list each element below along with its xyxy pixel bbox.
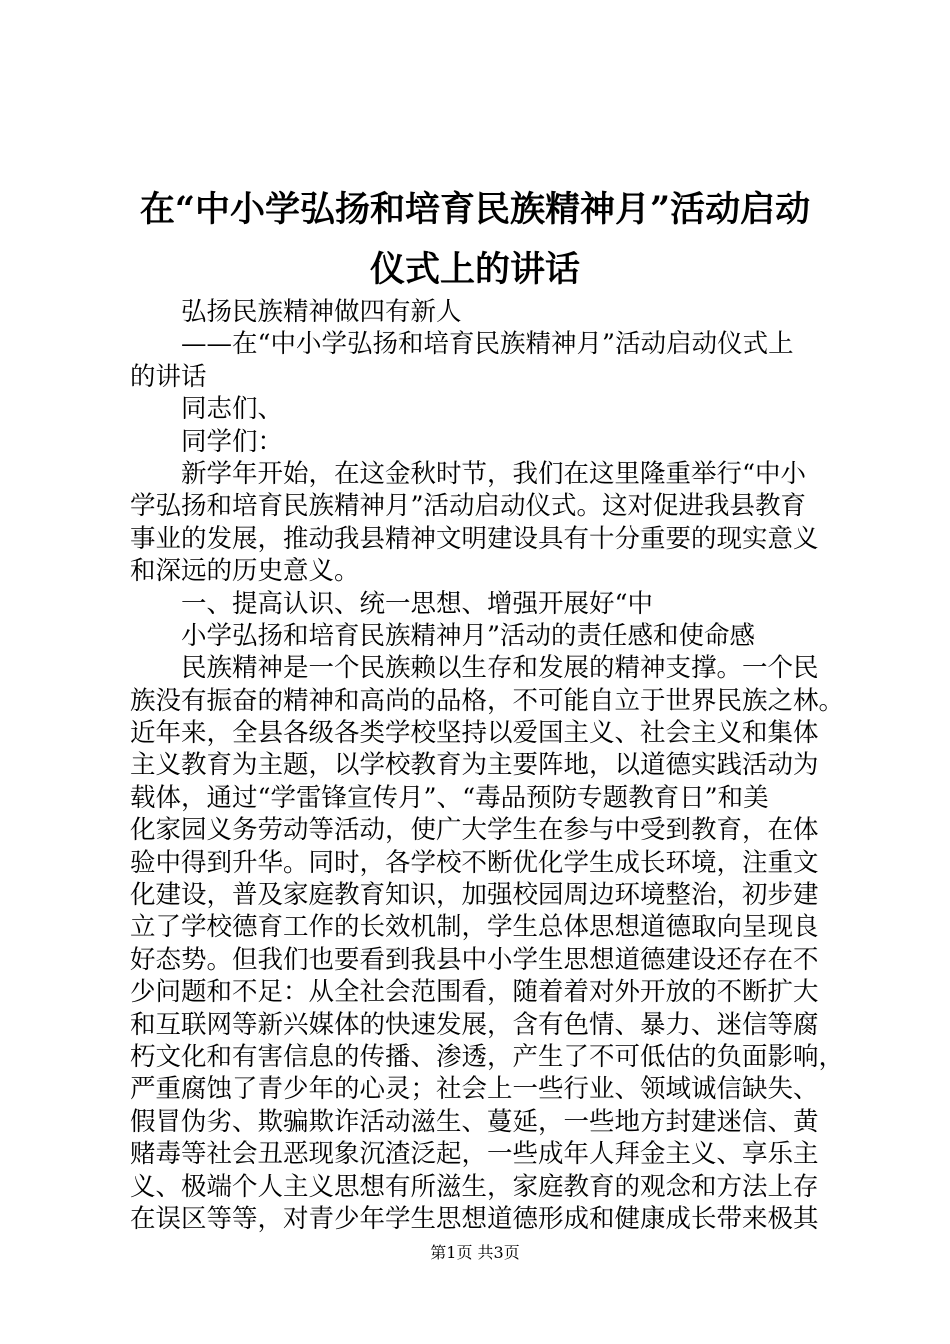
body-line: 主义教育为主题，以学校教育为主要阵地，以道德实践活动为	[130, 750, 819, 781]
body-line: 弘扬民族精神做四有新人	[181, 297, 462, 327]
body-line: 严重腐蚀了青少年的心灵；社会上一些行业、领域诚信缺失、	[130, 1074, 819, 1105]
body-line: 好态势。但我们也要看到我县中小学生思想道德建设还存在不	[130, 944, 819, 975]
body-line: 立了学校德育工作的长效机制，学生总体思想道德取向呈现良	[130, 912, 819, 943]
body-line: 新学年开始，在这金秋时节，我们在这里隆重举行“中小	[181, 458, 807, 489]
body-line: 同志们、	[181, 394, 284, 425]
page-footer: 第1页 共3页	[430, 1243, 520, 1262]
body-line: 朽文化和有害信息的传播、渗透，产生了不可低估的负面影响，	[130, 1041, 845, 1072]
body-line: 和互联网等新兴媒体的快速发展，含有色情、暴力、迷信等腐	[130, 1009, 819, 1040]
body-line: 和深远的历史意义。	[130, 556, 360, 587]
body-line: 的讲话	[130, 361, 207, 392]
body-line: 一、提高认识、统一思想、增强开展好“中	[181, 588, 654, 619]
body-line: 化建设，普及家庭教育知识，加强校园周边环境整治，初步建	[130, 880, 819, 911]
document-title-line-1: 在“中小学弘扬和培育民族精神月”活动启动	[139, 189, 811, 230]
body-line: 在误区等等，对青少年学生思想道德形成和健康成长带来极其	[130, 1203, 819, 1234]
body-line: 验中得到升华。同时，各学校不断优化学生成长环境，注重文	[130, 847, 819, 878]
body-line: ——在“中小学弘扬和培育民族精神月”活动启动仪式上	[181, 329, 794, 360]
document-body	[130, 296, 845, 1235]
body-line: 化家园义务劳动等活动，使广大学生在参与中受到教育，在体	[130, 815, 819, 846]
body-line: 赌毒等社会丑恶现象沉渣泛起，一些成年人拜金主义、享乐主	[130, 1139, 819, 1170]
body-line: 小学弘扬和培育民族精神月”活动的责任感和使命感	[181, 620, 756, 651]
document-title-line-2: 仪式上的讲话	[369, 249, 580, 290]
body-line: 近年来，全县各级各类学校坚持以爱国主义、社会主义和集体	[130, 718, 819, 749]
body-line: 民族精神是一个民族赖以生存和发展的精神支撑。一个民	[181, 653, 819, 684]
body-line: 义、极端个人主义思想有所滋生，家庭教育的观念和方法上存	[130, 1171, 819, 1202]
body-line: 假冒伪劣、欺骗欺诈活动滋生、蔓延，一些地方封建迷信、黄	[130, 1106, 819, 1137]
body-line: 事业的发展，推动我县精神文明建设具有十分重要的现实意义	[130, 523, 819, 554]
body-line: 载体，通过“学雷锋宣传月”、“毒品预防专题教育日”和美	[130, 782, 769, 813]
body-line: 少问题和不足：从全社会范围看，随着着对外开放的不断扩大	[130, 977, 819, 1008]
body-line: 族没有振奋的精神和高尚的品格，不可能自立于世界民族之林。	[130, 685, 845, 716]
body-line: 同学们：	[181, 426, 284, 457]
body-line: 学弘扬和培育民族精神月”活动启动仪式。这对促进我县教育	[130, 491, 807, 522]
